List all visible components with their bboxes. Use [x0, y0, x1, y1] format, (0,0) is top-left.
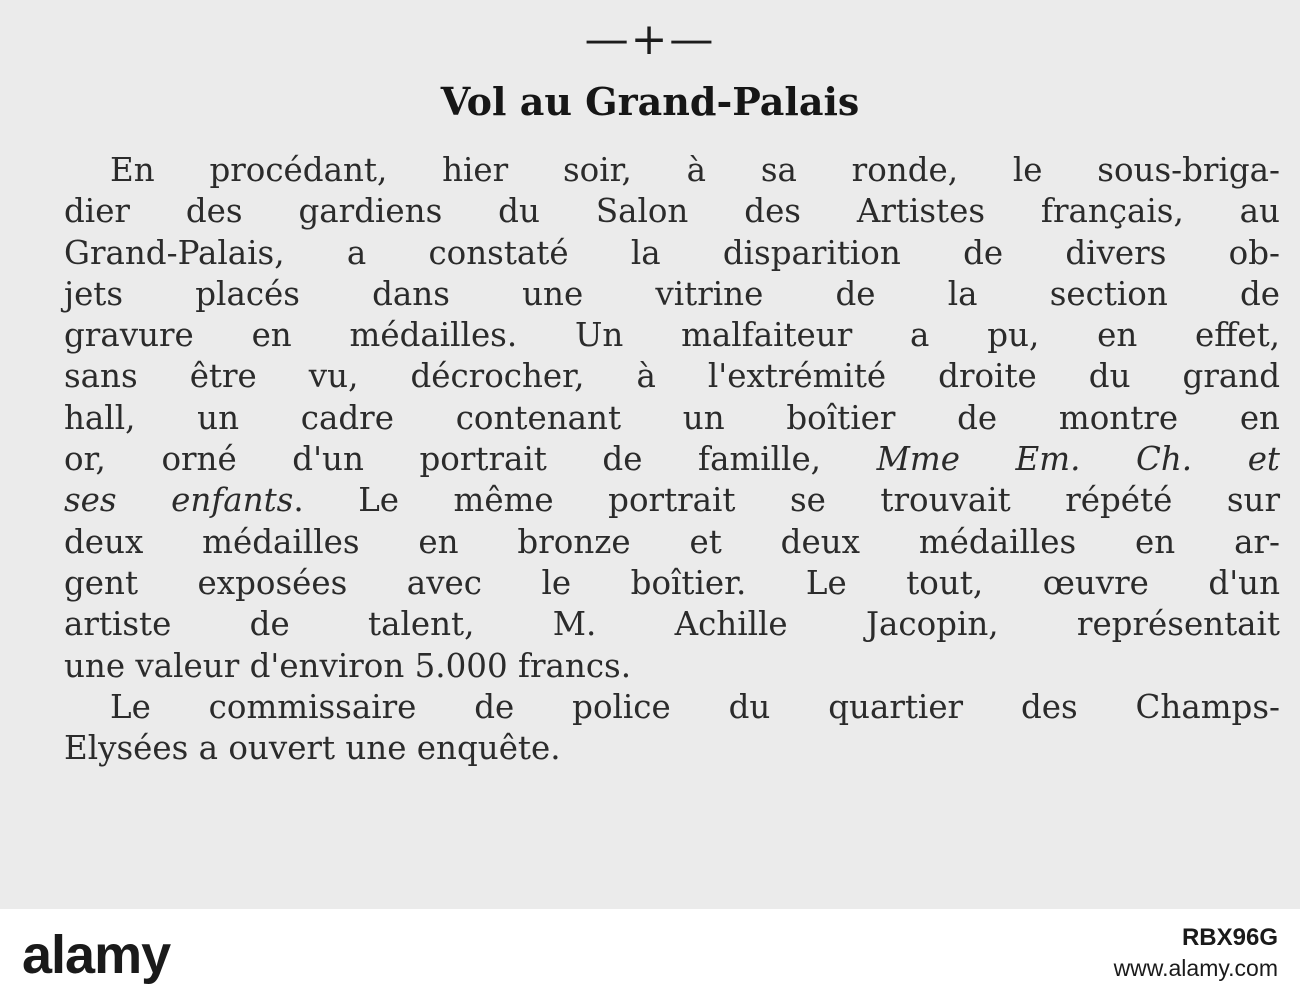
text-fragment: or, orné d'un portrait de famille, — [64, 440, 877, 479]
text-line: En procédant, hier soir, à sa ronde, le sous-briga- — [110, 151, 1280, 189]
text-line: une valeur d'environ 5.000 francs. — [64, 646, 632, 685]
text-line: jets placés dans une vitrine de la section de — [64, 274, 1280, 313]
text-line: Le commissaire de police du quartier des Champs- — [110, 687, 1280, 726]
image-meta — [1114, 923, 1278, 983]
site-url: www.alamy.com — [1113, 955, 1278, 981]
italic-portrait-title-continued: ses enfants — [64, 481, 294, 520]
italic-portrait-title: Mme Em. Ch. et — [876, 440, 1280, 479]
text-line-with-italic — [18, 480, 1280, 521]
image-id: RBX96G — [1181, 924, 1278, 951]
text-line: deux médailles en bronze et deux médailles en ar- — [64, 522, 1280, 561]
text-line: artiste de talent, M. Achille Jacopin, représentait — [64, 605, 1280, 644]
text-line: gent exposées avec le boîtier. Le tout, œuvre d'un — [64, 563, 1280, 602]
text-line: gravure en médailles. Un malfaiteur a pu, en effet, — [64, 316, 1280, 355]
alamy-logo: alamy — [22, 925, 171, 985]
text-line-with-italic — [18, 439, 1280, 480]
text-fragment: . Le même portrait se trouvait répété sur — [293, 481, 1281, 520]
article-paragraph-1 — [18, 150, 1280, 687]
text-line: sans être vu, décrocher, à l'extrémité droite du grand — [64, 357, 1280, 396]
text-line: Elysées a ouvert une enquête. — [64, 729, 561, 768]
text-line: hall, un cadre contenant un boîtier de montre en — [64, 398, 1280, 437]
text-line: dier des gardiens du Salon des Artistes français, au — [64, 192, 1280, 231]
article-title: Vol au Grand-Palais — [440, 79, 860, 124]
section-separator: —+— — [584, 14, 716, 65]
text-line: Grand-Palais, a constaté la disparition de divers ob- — [64, 233, 1280, 272]
article-paragraph-2 — [18, 687, 1280, 770]
stock-footer-bar — [0, 909, 1300, 999]
article-body — [18, 150, 1280, 769]
